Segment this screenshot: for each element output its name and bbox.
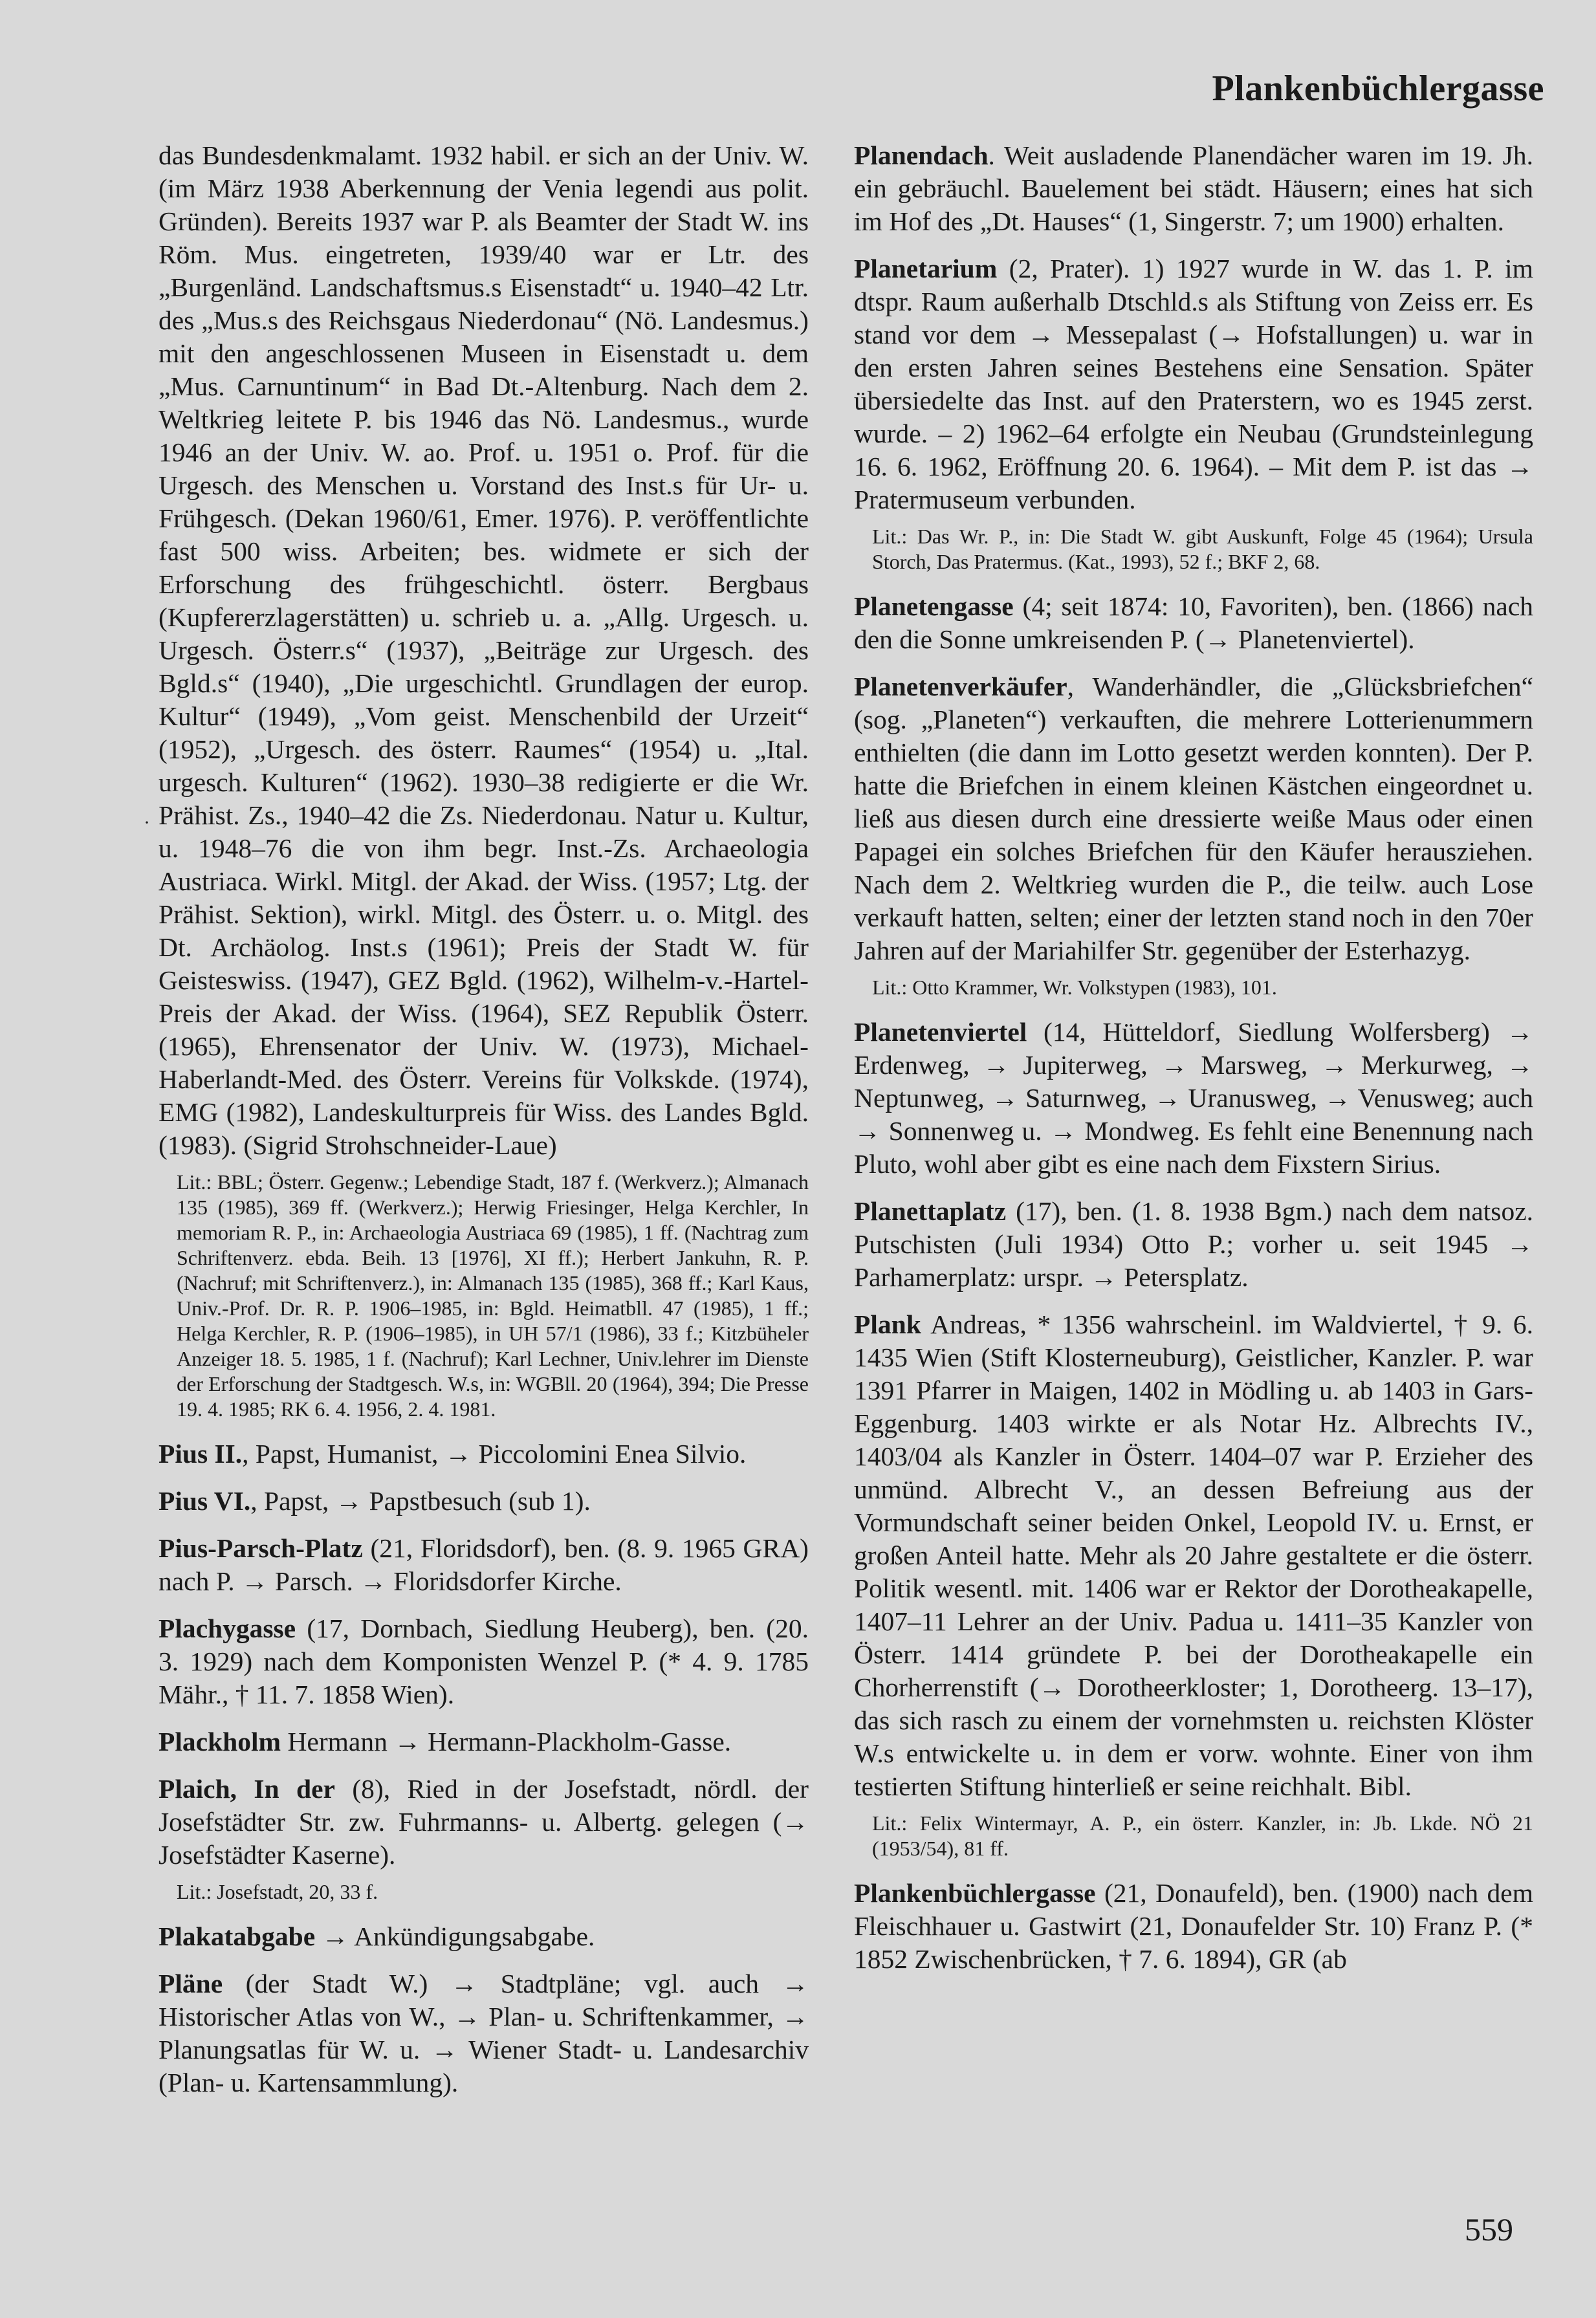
entry [854,139,1533,238]
entry-headword: Planetenverkäufer [854,672,1067,701]
entry-headword: Plankenbüchlergasse [854,1878,1096,1908]
entry-body: , Wanderhändler, die „Glücksbriefchen“ (sog. „Planeten“) verkauften, die mehrere Lotterienummern enthielten (die dann im Lotto gesetzt werden konnten). Der P. hatte die Briefchen in einem kleinen Kästchen eingeordnet u. ließ aus diesen durch eine dressierte weiße Maus oder einen Papagei ein solches Briefchen für den Käufer herausziehen. Nach dem 2. Weltkrieg wurden die P., die teilw. auch Lose verkauft hatten, selten; einer der letzten stand noch in den 70er Jahren auf der Mariahilfer Str. gegenüber der Esterhazyg. [854,672,1533,965]
entry-body: (21, Floridsdorf), ben. (8. 9. 1965 GRA) nach P. → Parsch. → Floridsdorfer Kirche. [159,1533,809,1596]
entry-literature: Lit.: Otto Krammer, Wr. Volkstypen (1983), 101. [872,976,1277,999]
entry-body: das Bundesdenkmalamt. 1932 habil. er sich an der Univ. W. (im März 1938 Aberkennung der Venia legendi aus polit. Gründen). Bereits 1937 war P. als Beamter der Stadt W. ins Röm. Mus. eingetreten, 1939/40 war er Ltr. des „Burgenländ. Landschaftsmus.s Eisenstadt“ u. 1940–42 Ltr. des „Mus.s des Reichsgaus Niederdonau“ (Nö. Landesmus.) mit den angeschlossenen Museen in Eisenstadt u. dem „Mus. Carnuntinum“ in Bad Dt.-Altenburg. Nach dem 2. Weltkrieg leitete P. bis 1946 das Nö. Landesmus., wurde 1946 an der Univ. W. ao. Prof. u. 1951 o. Prof. für die Urgesch. des Menschen u. Vorstand des Inst.s für Ur- u. Frühgesch. (Dekan 1960/61, Emer. 1976). P. veröffentlichte fast 500 wiss. Arbeiten; bes. widmete er sich der Erforschung des frühgeschichtl. österr. Bergbaus (Kupfererzlagerstätten) u. schrieb u. a. „Allg. Urgesch. u. Urgesch. Österr.s“ (1937), „Beiträge zur Urgesch. des Bgld.s“ (1940), „Die urgeschichtl. Grundlagen der europ. Kultur“ (1949), „Vom geist. Menschenbild der Urzeit“ (1952), „Urgesch. des österr. Raumes“ (1954) u. „Ital. urgesch. Kulturen“ (1962). 1930–38 redigierte er die Wr. Prähist. Zs., 1940–42 die Zs. Niederdonau. Natur u. Kultur, u. 1948–76 die von ihm begr. Inst.-Zs. Archaeologia Austriaca. Wirkl. Mitgl. der Akad. der Wiss. (1957; Ltg. der Prähist. Sektion), wirkl. Mitgl. des Österr. u. o. Mitgl. des Dt. Archäolog. Inst.s (1961); Preis der Stadt W. für Geisteswiss. (1947), GEZ Bgld. (1962), Wilhelm-v.-Hartel-Preis der Akad. der Wiss. (1964), SEZ Republik Österr. (1965), Ehrensenator der Univ. W. (1973), Michael-Haberlandt-Med. des Österr. Vereins für Volkskde. (1974), EMG (1982), Landeskulturpreis für Wiss. des Landes Bgld. (1983). (Sigrid Strohschneider-Laue) [159,140,809,1160]
entry-body: , Papst, Humanist, → Piccolomini Enea Silvio. [242,1439,747,1469]
left-column [159,139,809,2114]
entry-body: Andreas, * 1356 wahrscheinl. im Waldviertel, † 9. 6. 1435 Wien (Stift Klosterneuburg), Geistlicher, Kanzler. P. war 1391 Pfarrer in Maigen, 1402 in Mödling u. ab 1403 in Gars-Eggenburg. 1403 wirkte er als Notar Hz. Albrechts IV., 1403/04 als Kanzler in Österr. 1404–07 war P. Erzieher des unmünd. Albrecht V., an dessen Befreiung aus der Vormundschaft seiner beiden Onkel, Leopold IV. u. Ernst, er großen Anteil hatte. Mehr als 20 Jahre gestaltete er die österr. Politik wesentl. mit. 1406 war er Rektor der Dorotheakapelle, 1407–11 Lehrer an der Univ. Padua u. 1411–35 Kanzler von Österr. 1414 gründete P. bei der Dorotheakapelle ein Chorherrenstift (→ Dorotheerkloster; 1, Dorotheerg. 13–17), das sich rasch zu einem der vornehmsten u. reichsten Klöster W.s entwickelte u. in dem er vorw. wohnte. Einer von ihm testierten Stiftung hinterließ er seine reichhalt. Bibl. [854,1309,1533,1801]
entry [854,670,1533,967]
entry-headword: Planetarium [854,254,998,283]
entry-headword: Plakatabgabe [159,1921,316,1951]
entry-headword: Plackholm [159,1727,281,1756]
entry [854,590,1533,656]
entry-headword: Pläne [159,1969,223,1998]
entry-body: → Ankündigungsabgabe. [315,1921,595,1951]
entry [159,1532,809,1598]
entry-literature: Lit.: Josefstadt, 20, 33 f. [177,1880,378,1903]
entry-literature: Lit.: Das Wr. P., in: Die Stadt W. gibt Auskunft, Folge 45 (1964); Ursula Storch, Das Pratermus. (Kat., 1993), 52 f.; BKF 2, 68. [872,525,1533,573]
entry-literature: Lit.: Felix Wintermayr, A. P., ein österr. Kanzler, in: Jb. Lkde. NÖ 21 (1953/54), 81 ff. [872,1811,1533,1860]
entry-literature: Lit.: BBL; Österr. Gegenw.; Lebendige Stadt, 187 f. (Werkverz.); Almanach 135 (1985), 369 ff. (Werkverz.); Herwig Friesinger, Helga Kerchler, In memoriam R. P., in: Archaeologia Austriaca 69 (1985), 1 ff. (Nachtrag zum Schriftenverz. ebda. Beih. 13 [1976], XI ff.); Herbert Jankuhn, R. P. (Nachruf; mit Schriftenverz.), in: Almanach 135 (1985), 368 ff.; Karl Kaus, Univ.-Prof. Dr. R. P. 1906–1985, in: Bgld. Heimatbll. 47 (1985), 1 ff.; Helga Kerchler, R. P. (1906–1985), in UH 57/1 (1986), 33 f.; Kitzbüheler Anzeiger 18. 5. 1985, 1 f. (Nachruf); Karl Lechner, Univ.lehrer im Dienste der Erforschung der Stadtgesch. W.s, in: WGBll. 20 (1964), 394; Die Presse 19. 4. 1985; RK 6. 4. 1956, 2. 4. 1981. [177,1170,809,1421]
entry [159,1438,809,1471]
entry-headword: Pius II. [159,1439,243,1469]
margin-mark: · [144,812,150,833]
entry-headword: Pius-Parsch-Platz [159,1533,363,1563]
entry [854,1195,1533,1294]
entry-headword: Planetengasse [854,591,1014,621]
entry-body: . Weit ausladende Planendächer waren im 19. Jh. ein gebräuchl. Bauelement bei städt. Häusern; eines hat sich im Hof des „Dt. Hauses“ (1, Singerstr. 7; um 1900) erhalten. [854,140,1533,236]
entry-body: (17, Dornbach, Siedlung Heuberg), ben. (20. 3. 1929) nach dem Komponisten Wenzel P. (* 4. 9. 1785 Mähr., † 11. 7. 1858 Wien). [159,1613,809,1709]
entry [159,1725,809,1758]
entry-body: (4; seit 1874: 10, Favoriten), ben. (1866) nach den die Sonne umkreisenden P. (→ Planetenviertel). [854,591,1533,654]
entry-headword: Plachygasse [159,1613,296,1643]
entry-headword: Plank [854,1309,921,1339]
entry-headword: Pius VI. [159,1486,251,1516]
entry [159,1485,809,1518]
entry-body: (14, Hütteldorf, Siedlung Wolfersberg) → Erdenweg, → Jupiterweg, → Marsweg, → Merkurweg, → Neptunweg, → Saturnweg, → Uranusweg, → Venusweg; auch → Sonnenweg u. → Mondweg. Es fehlt eine Benennung nach Pluto, wohl aber gibt es eine nach dem Fixstern Sirius. [854,1017,1533,1179]
entry-body: (8), Ried in der Josefstadt, nördl. der Josefstädter Str. zw. Fuhrmanns- u. Albertg. gelegen (→ Josefstädter Kaserne). [159,1774,809,1870]
entry-body: (2, Prater). 1) 1927 wurde in W. das 1. P. im dtspr. Raum außerhalb Dtschld.s als Stiftung von Zeiss err. Es stand vor dem → Messepalast (→ Hofstallungen) u. war in den ersten Jahren seines Bestehens eine Sensation. Später übersiedelte das Inst. auf den Praterstern, wo es 1945 zerst. wurde. – 2) 1962–64 erfolgte ein Neubau (Grundsteinlegung 16. 6. 1962, Eröffnung 20. 6. 1964). – Mit dem P. ist das → Pratermuseum verbunden. [854,254,1533,514]
entry [159,1773,809,1872]
entry-headword: Planettaplatz [854,1196,1007,1226]
entry [159,139,809,1162]
entry-body: , Papst, → Papstbesuch (sub 1). [250,1486,591,1516]
entry [854,1016,1533,1181]
entry-body: (21, Donaufeld), ben. (1900) nach dem Fleischhauer u. Gastwirt (21, Donaufelder Str. 10) Franz P. (* 1852 Zwischenbrücken, † 7. 6. 1894), GR (ab [854,1878,1533,1974]
entry [159,1920,809,1953]
entry-headword: Planendach [854,140,989,170]
entry-body: Hermann → Hermann-Plackholm-Gasse. [281,1727,732,1756]
entry-body: (17), ben. (1. 8. 1938 Bgm.) nach dem natsoz. Putschisten (Juli 1934) Otto P.; vorher u. seit 1945 → Parhamerplatz: urspr. → Petersplatz. [854,1196,1533,1292]
entry-body: (der Stadt W.) → Stadtpläne; vgl. auch → Historischer Atlas von W., → Plan- u. Schriftenkammer, → Planungsatlas für W. u. → Wiener Stadt- u. Landesarchiv (Plan- u. Kartensammlung). [159,1969,809,2097]
right-column [854,139,1533,1990]
entry [854,1877,1533,1976]
entry [854,252,1533,516]
page-number: 559 [1465,2211,1513,2247]
entry-headword: Plaich, In der [159,1774,335,1804]
entry [159,1612,809,1711]
entry [854,1308,1533,1803]
running-head: Plankenbüchlergasse [1212,69,1544,109]
entry-headword: Planetenviertel [854,1017,1027,1047]
entry [159,1967,809,2099]
